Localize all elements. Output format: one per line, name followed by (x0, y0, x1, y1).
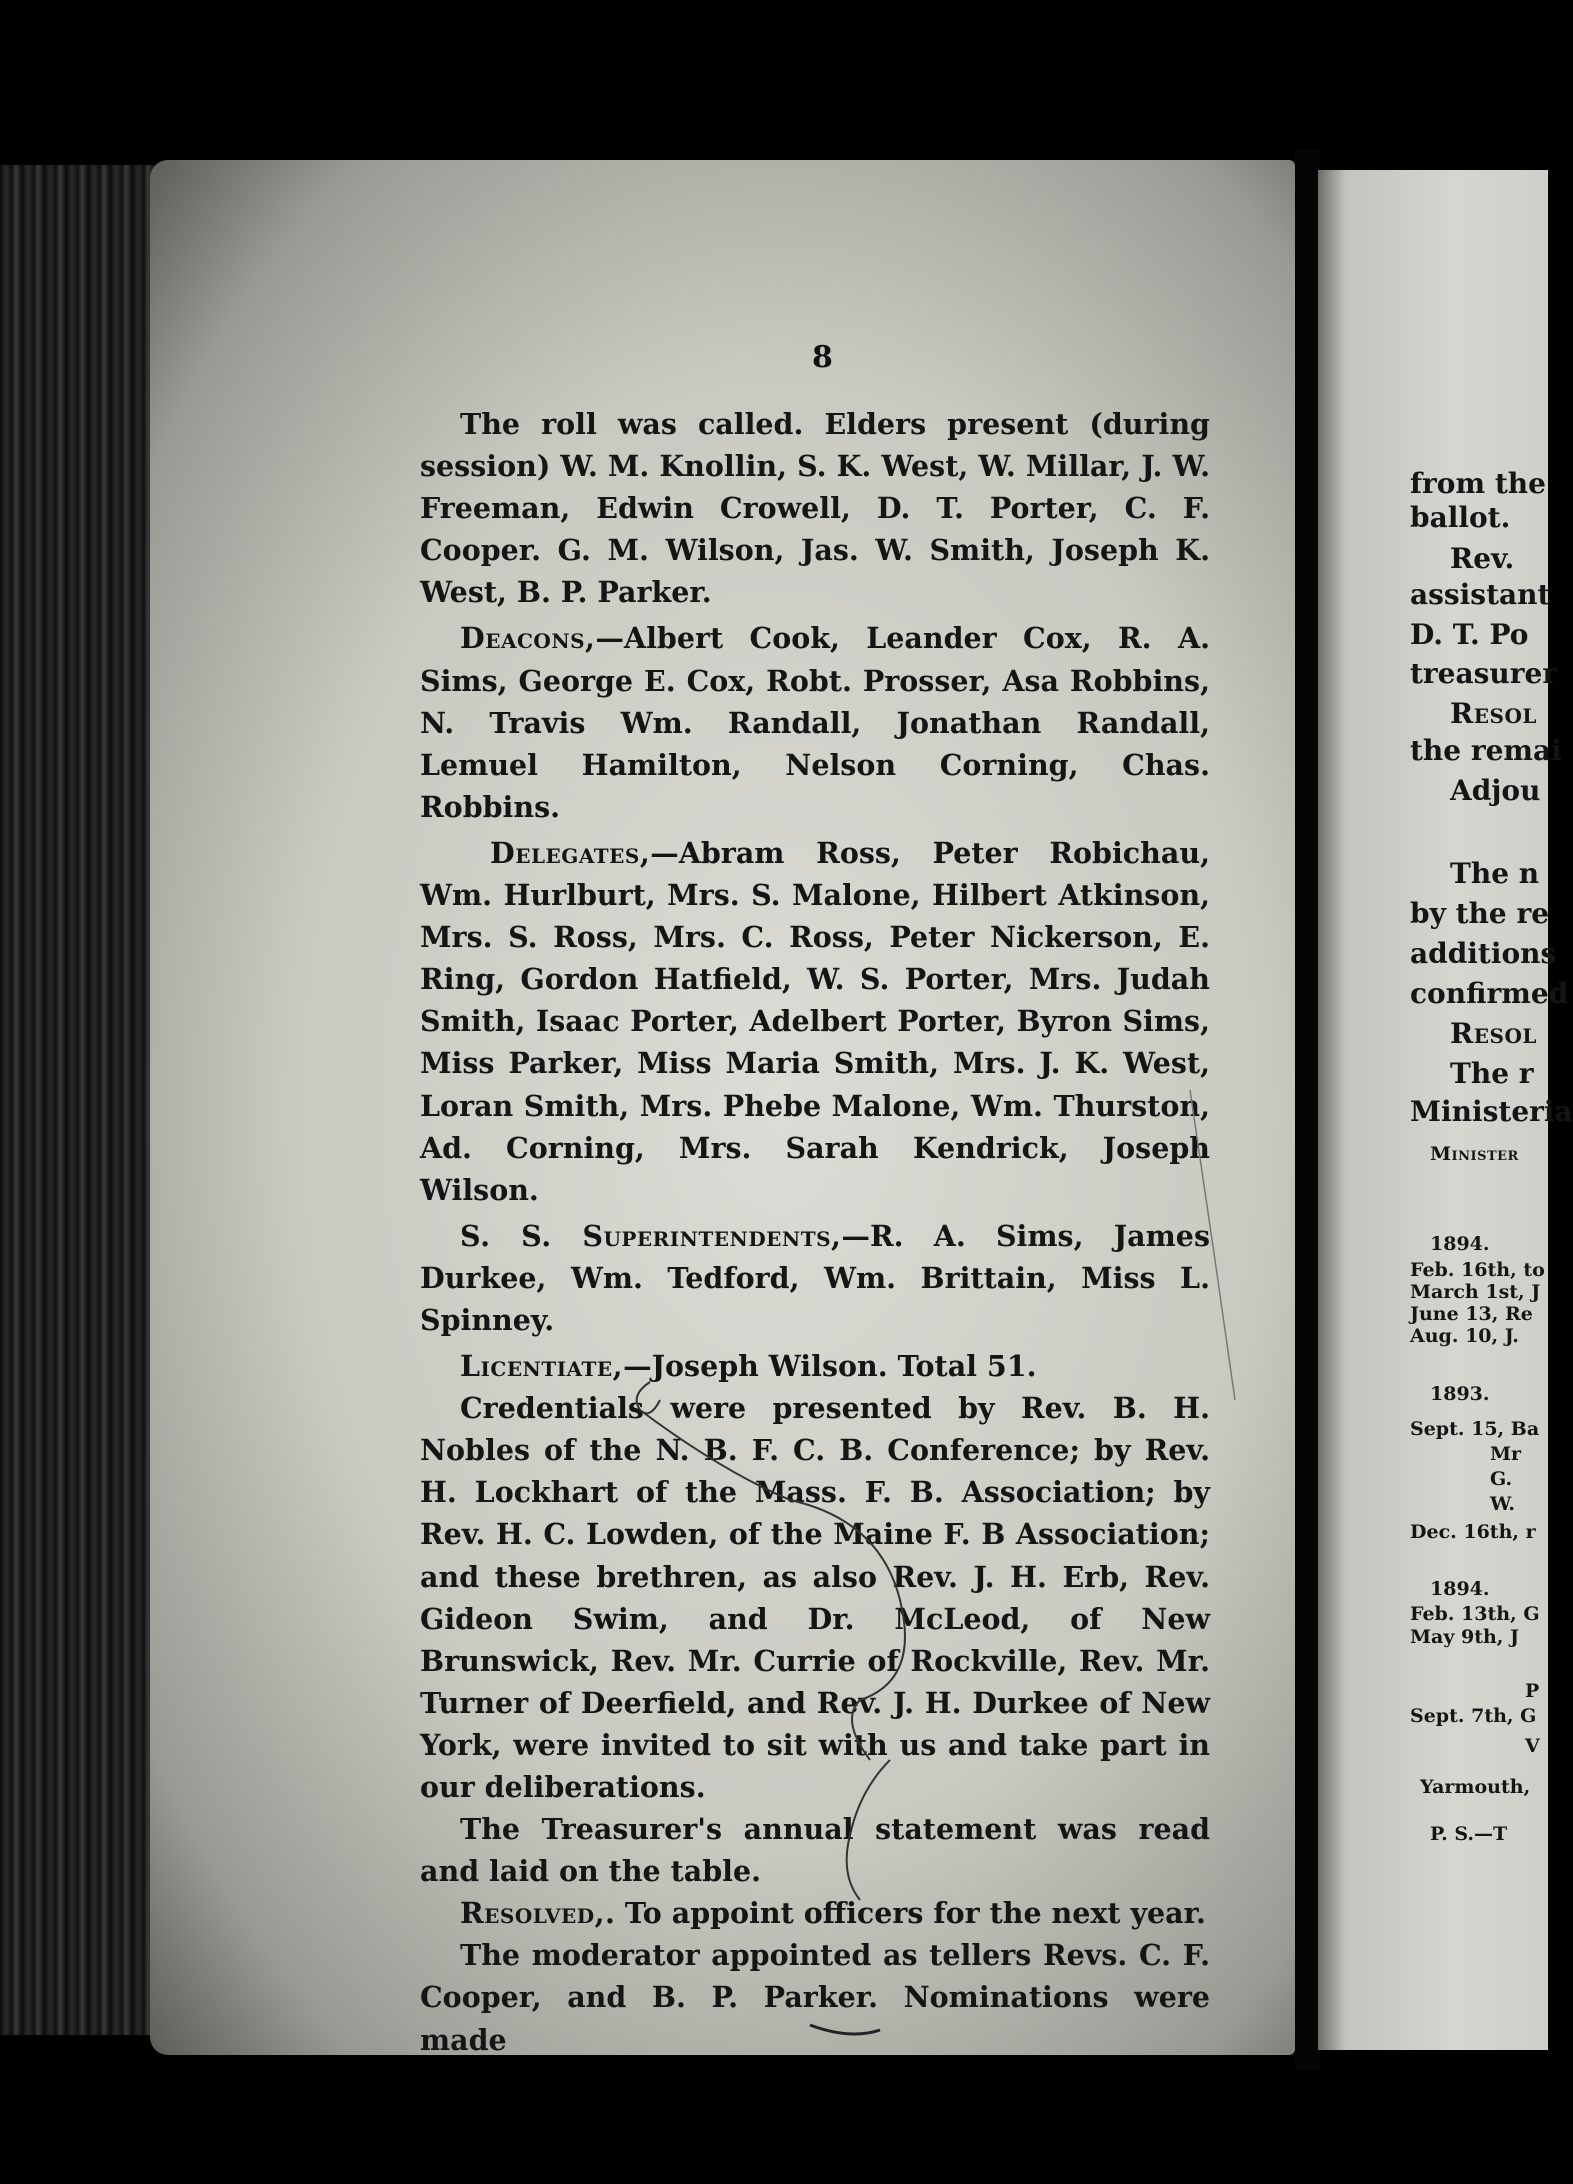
right-line: ballot. (1410, 501, 1511, 534)
right-line: Dec. 16th, r (1410, 1521, 1536, 1543)
delegates-paragraph (420, 832, 1210, 1211)
page-number: 8 (812, 340, 833, 375)
right-line: 1893. (1430, 1383, 1490, 1405)
right-line: the remai (1410, 734, 1562, 767)
delegates-heading: Delegates, (490, 835, 651, 870)
right-line: 1894. (1430, 1233, 1490, 1255)
licentiate-paragraph (420, 1345, 1210, 1387)
right-line: Sept. 7th, G (1410, 1705, 1537, 1727)
right-line: P (1525, 1680, 1540, 1702)
right-line: treasurer (1410, 657, 1558, 690)
superintendents-paragraph (420, 1215, 1210, 1341)
right-line: confirmed (1410, 977, 1569, 1010)
right-line: Rev. (1450, 542, 1515, 575)
right-line: Minister (1430, 1143, 1519, 1165)
right-line: W. (1490, 1493, 1515, 1515)
paragraph-text: The Treasurer's annual statement was read and laid on the table. (420, 1812, 1210, 1889)
paragraph-text: Credentials were presented by Rev. B. H. Nobles of the N. B. F. C. B. Conference; by Rev. H. Lockhart of the Mass. F. B. Association; by Rev. H. C. Lowden, of the Maine F. B Association; and these brethren, as also Rev. J. H. Erb, Rev. Gideon Swim, and Dr. McLeod, of New Brunswick, Rev. Mr. Currie of Rockville, Rev. Mr. Turner of Deerfield, and Rev. J. H. Durkee of New York, were invited to sit with us and take part in our deliberations. (420, 1391, 1210, 1804)
paragraph-text: —R. A. Sims, James Durkee, Wm. Tedford, Wm. Brittain, Miss L. Spinney. (420, 1218, 1210, 1337)
right-line: Feb. 16th, to (1410, 1259, 1545, 1281)
paragraph-text: The moderator appointed as tellers Revs. C. F. Cooper, and B. P. Parker. Nominations were made (420, 1938, 1210, 2057)
roll-call-paragraph (420, 403, 1210, 613)
deacons-heading: Deacons, (460, 621, 596, 656)
right-line: Resol (1450, 1017, 1537, 1050)
paragraph-text: —Joseph Wilson. Total 51. (623, 1349, 1037, 1384)
right-line: March 1st, J (1410, 1281, 1541, 1303)
right-line: Yarmouth, (1420, 1776, 1531, 1798)
right-line: Ministeria (1410, 1095, 1573, 1128)
right-line: G. (1490, 1468, 1513, 1490)
book-gutter (1295, 150, 1320, 2070)
right-line: additions (1410, 937, 1557, 970)
right-line: Sept. 15, Ba (1410, 1418, 1540, 1440)
deacons-paragraph (420, 617, 1210, 827)
paragraph-text: . To appoint officers for the next year. (605, 1896, 1206, 1931)
right-line: by the re (1410, 897, 1550, 930)
right-line: May 9th, J (1410, 1626, 1520, 1648)
right-line: D. T. Po (1410, 618, 1529, 651)
resolved-heading: Resolved, (460, 1896, 606, 1931)
right-line: Aug. 10, J. (1410, 1325, 1519, 1347)
right-line: Resol (1450, 697, 1537, 730)
treasurer-paragraph (420, 1808, 1210, 1892)
right-line: Adjou (1450, 774, 1541, 807)
right-line: Feb. 13th, G (1410, 1603, 1540, 1625)
right-line: assistant (1410, 578, 1551, 611)
left-page-text (420, 403, 1210, 2061)
right-line: V (1525, 1735, 1540, 1757)
tellers-paragraph (420, 1934, 1210, 2060)
right-line: June 13, Re (1410, 1303, 1533, 1325)
right-line: P. S.—T (1430, 1823, 1508, 1845)
right-line: The r (1450, 1057, 1534, 1090)
paragraph-text: —Albert Cook, Leander Cox, R. A. Sims, George E. Cox, Robt. Prosser, Asa Robbins, N. Travis Wm. Randall, Jonathan Randall, Lemuel Hamilton, Nelson Corning, Chas. Robbins. (420, 621, 1210, 824)
right-line: The n (1450, 857, 1540, 890)
right-line: from the (1410, 467, 1546, 500)
superintendents-heading: S. S. Superintendents, (460, 1218, 842, 1253)
resolved-paragraph (420, 1892, 1210, 1934)
credentials-paragraph (420, 1387, 1210, 1808)
paragraph-text: —Abram Ross, Peter Robichau, Wm. Hurlburt, Mrs. S. Malone, Hilbert Atkinson, Mrs. S. Ross, Mrs. C. Ross, Peter Nickerson, E. Ring, Gordon Hatfield, W. S. Porter, Mrs. Judah Smith, Isaac Porter, Adelbert Porter, Byron Sims, Miss Parker, Miss Maria Smith, Mrs. J. K. West, Loran Smith, Mrs. Phebe Malone, Wm. Thurston, Ad. Corning, Mrs. Sarah Kendrick, Joseph Wilson. (420, 835, 1210, 1207)
right-line: Mr (1490, 1443, 1522, 1465)
right-page-text (1410, 465, 1573, 2055)
licentiate-heading: Licentiate, (460, 1349, 624, 1384)
right-line: 1894. (1430, 1578, 1490, 1600)
paragraph-text: The roll was called. Elders present (during session) W. M. Knollin, S. K. West, W. Millar, J. W. Freeman, Edwin Crowell, D. T. Porter, C. F. Cooper. G. M. Wilson, Jas. W. Smith, Joseph K. West, B. P. Parker. (420, 407, 1210, 610)
